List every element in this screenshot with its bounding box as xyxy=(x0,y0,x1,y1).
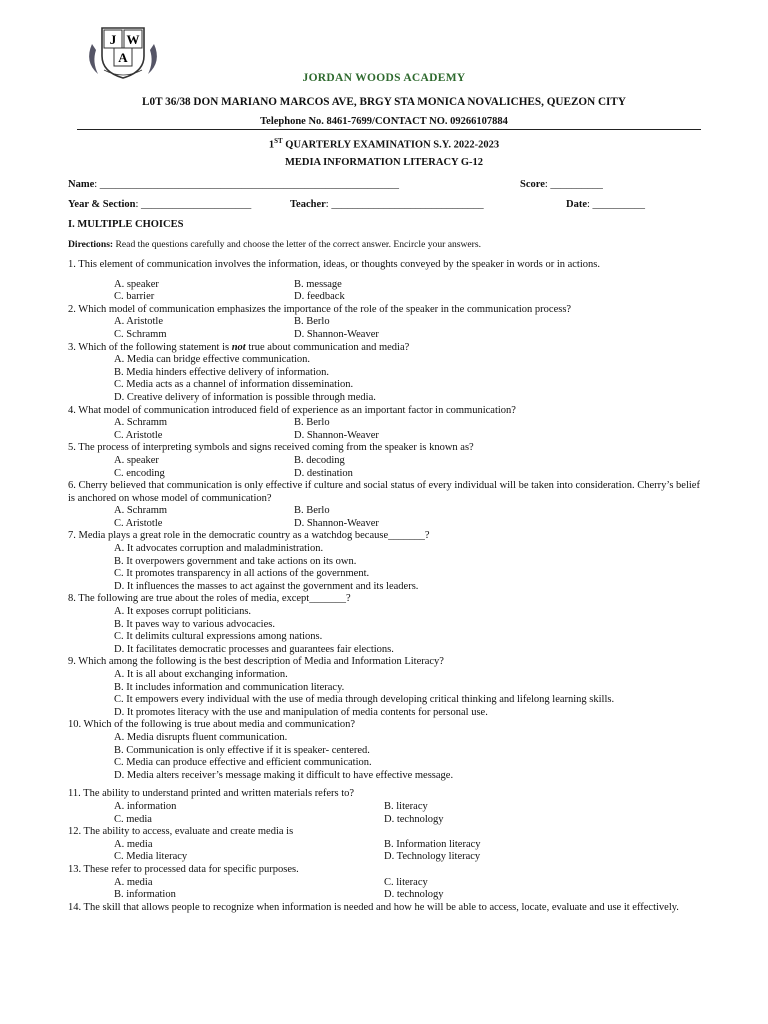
answer-option[interactable]: C. encoding xyxy=(114,467,165,479)
school-name: JORDAN WOODS ACADEMY xyxy=(302,72,466,84)
option-row xyxy=(68,430,708,443)
answer-option[interactable]: D. Technology literacy xyxy=(384,851,481,863)
question-text: 8. The following are true about the roles of media, except_______? xyxy=(68,593,351,605)
telephone: Telephone No. 8461-7699/CONTACT NO. 09266107884 xyxy=(260,116,508,127)
answer-option[interactable]: B. Berlo xyxy=(294,417,330,429)
option-row xyxy=(68,839,708,852)
answer-option[interactable]: C. Schramm xyxy=(114,328,167,340)
answer-option[interactable]: A. Media disrupts fluent communication. xyxy=(114,731,288,743)
question-text: 4. What model of communication introduced field of experience as an important factor in communication? xyxy=(68,404,516,416)
answer-option[interactable]: A. speaker xyxy=(114,454,159,466)
directions: Directions: Read the questions carefully and choose the letter of the correct answer. Encircle your answers. xyxy=(68,239,482,250)
answer-option[interactable]: C. Media acts as a channel of information dissemination. xyxy=(114,379,354,391)
answer-option[interactable]: C. It promotes transparency in all actions of the government. xyxy=(114,568,370,580)
question-text: 9. Which among the following is the best description of Media and Information Literacy? xyxy=(68,656,444,668)
laurel-right-icon xyxy=(148,44,157,74)
answer-option[interactable]: B. decoding xyxy=(294,454,345,466)
answer-option[interactable]: C. Media literacy xyxy=(114,851,188,863)
question-text: 6. Cherry believed that communication is only effective if culture and social status of every individual will be taken into consideration. Cherry’s belief is anchored on whose model of communication? xyxy=(68,480,700,504)
answer-option[interactable]: A. It is all about exchanging information. xyxy=(114,669,288,680)
answer-option[interactable]: D. Shannon-Weaver xyxy=(294,429,379,441)
answer-option[interactable]: D. destination xyxy=(294,467,353,479)
answer-option[interactable]: A. media xyxy=(114,876,153,888)
option-row xyxy=(68,518,708,531)
option-row xyxy=(68,279,708,292)
question-text: 2. Which model of communication emphasizes the importance of the role of the speaker in the communication process? xyxy=(68,303,572,315)
answer-option[interactable]: B. Media hinders effective delivery of information. xyxy=(114,366,329,378)
section-title: I. MULTIPLE CHOICES xyxy=(68,219,184,230)
svg-text:W: W xyxy=(126,32,140,47)
answer-option[interactable]: C. barrier xyxy=(114,291,155,303)
option-row xyxy=(68,291,708,304)
school-address: L0T 36/38 DON MARIANO MARCOS AVE, BRGY STA MONICA NOVALICHES, QUEZON CITY xyxy=(142,96,626,108)
answer-option[interactable]: D. technology xyxy=(384,813,444,825)
answer-option[interactable]: D. Shannon-Weaver xyxy=(294,328,379,340)
option-row xyxy=(68,814,708,827)
answer-option[interactable]: B. It includes information and communication literacy. xyxy=(114,681,345,693)
name-field[interactable]: Name: _________________________________________________________ xyxy=(68,179,400,190)
exam-title: 1ST QUARTERLY EXAMINATION S.Y. 2022-2023 xyxy=(268,137,500,151)
answer-option[interactable]: D. technology xyxy=(384,889,444,901)
answer-option[interactable]: C. literacy xyxy=(384,876,428,888)
question-text: 13. These refer to processed data for specific purposes. xyxy=(68,863,299,875)
answer-option[interactable]: A. media xyxy=(114,838,153,850)
question-text: 5. The process of interpreting symbols and signs received coming from the speaker is known as? xyxy=(68,442,474,454)
answer-option[interactable]: B. Information literacy xyxy=(384,838,481,850)
answer-option[interactable]: C. It delimits cultural expressions among nations. xyxy=(114,631,323,643)
teacher-field[interactable]: Teacher: _____________________________ xyxy=(290,199,484,210)
question-text: 3. Which of the following statement is not true about communication and media? xyxy=(68,341,410,353)
answer-option[interactable]: D. Media alters receiver’s message making it difficult to have effective message. xyxy=(114,769,454,781)
answer-option[interactable]: B. Communication is only effective if it is speaker- centered. xyxy=(114,744,370,756)
answer-option[interactable]: D. Shannon-Weaver xyxy=(294,517,379,529)
subject-title: MEDIA INFORMATION LITERACY G-12 xyxy=(284,157,484,168)
option-row xyxy=(68,417,708,430)
answer-option[interactable]: B. information xyxy=(114,889,176,901)
section-field[interactable]: Year & Section: _____________________ xyxy=(68,199,252,210)
question-text: 12. The ability to access, evaluate and create media is xyxy=(68,826,294,838)
question-text: 14. The skill that allows people to recognize when information is needed and how he will be able to access, locate, evaluate and use it effectively. xyxy=(68,901,679,913)
svg-text:J: J xyxy=(109,32,117,47)
answer-option[interactable]: A. Schramm xyxy=(114,417,168,429)
answer-option[interactable]: A. Schramm xyxy=(114,505,168,517)
option-row xyxy=(68,801,708,814)
answer-option[interactable]: C. It empowers every individual with the use of media through developing critical thinking and lifelong learning skills. xyxy=(114,694,615,706)
option-row xyxy=(68,505,708,518)
date-field[interactable]: Date: __________ xyxy=(566,199,646,210)
option-row xyxy=(68,877,708,890)
laurel-left-icon xyxy=(89,44,98,74)
option-row xyxy=(68,851,708,864)
question-text: 11. The ability to understand printed and written materials refers to? xyxy=(68,788,355,800)
answer-option[interactable]: A. It exposes corrupt politicians. xyxy=(114,606,252,618)
answer-option[interactable]: C. Aristotle xyxy=(114,429,163,441)
answer-option[interactable]: D. feedback xyxy=(294,291,345,303)
option-row xyxy=(68,889,708,902)
svg-text:A: A xyxy=(118,50,128,65)
answer-option[interactable]: A. information xyxy=(114,800,177,812)
answer-option[interactable]: C. media xyxy=(114,813,152,825)
option-row xyxy=(68,329,708,342)
answer-option[interactable]: D. It facilitates democratic processes and guarantees fair elections. xyxy=(114,643,394,655)
question-list xyxy=(68,259,708,914)
answer-option[interactable]: D. It influences the masses to act against the government and its leaders. xyxy=(114,580,419,592)
answer-option[interactable]: A. Aristotle xyxy=(114,316,163,328)
answer-option[interactable]: B. It overpowers government and take actions on its own. xyxy=(114,555,357,567)
answer-option[interactable]: D. Creative delivery of information is possible through media. xyxy=(114,391,376,403)
answer-option[interactable]: A. It advocates corruption and maladministration. xyxy=(114,543,324,555)
answer-option[interactable]: C. Aristotle xyxy=(114,517,163,529)
answer-option[interactable]: B. Berlo xyxy=(294,505,330,517)
answer-option[interactable]: B. literacy xyxy=(384,800,428,812)
answer-option[interactable]: D. It promotes literacy with the use and manipulation of media contents for personal use. xyxy=(114,706,488,718)
emphasis-text: not xyxy=(231,341,246,353)
answer-option[interactable]: B. Berlo xyxy=(294,316,330,328)
question-text: 1. This element of communication involves the information, ideas, or thoughts conveyed by the speaker in words or in actions. xyxy=(68,259,600,270)
option-row xyxy=(68,316,708,329)
answer-option[interactable]: B. It paves way to various advocacies. xyxy=(114,618,275,630)
answer-option[interactable]: A. Media can bridge effective communication. xyxy=(114,354,311,366)
header-divider xyxy=(77,129,701,130)
score-field[interactable]: Score: __________ xyxy=(520,179,603,190)
answer-option[interactable]: B. message xyxy=(294,278,342,290)
question-text: 10. Which of the following is true about media and communication? xyxy=(68,719,356,731)
option-row xyxy=(68,455,708,468)
answer-option[interactable]: C. Media can produce effective and efficient communication. xyxy=(114,757,372,769)
question-text: 7. Media plays a great role in the democratic country as a watchdog because_______? xyxy=(68,530,430,542)
answer-option[interactable]: A. speaker xyxy=(114,278,159,290)
option-row xyxy=(68,468,708,481)
